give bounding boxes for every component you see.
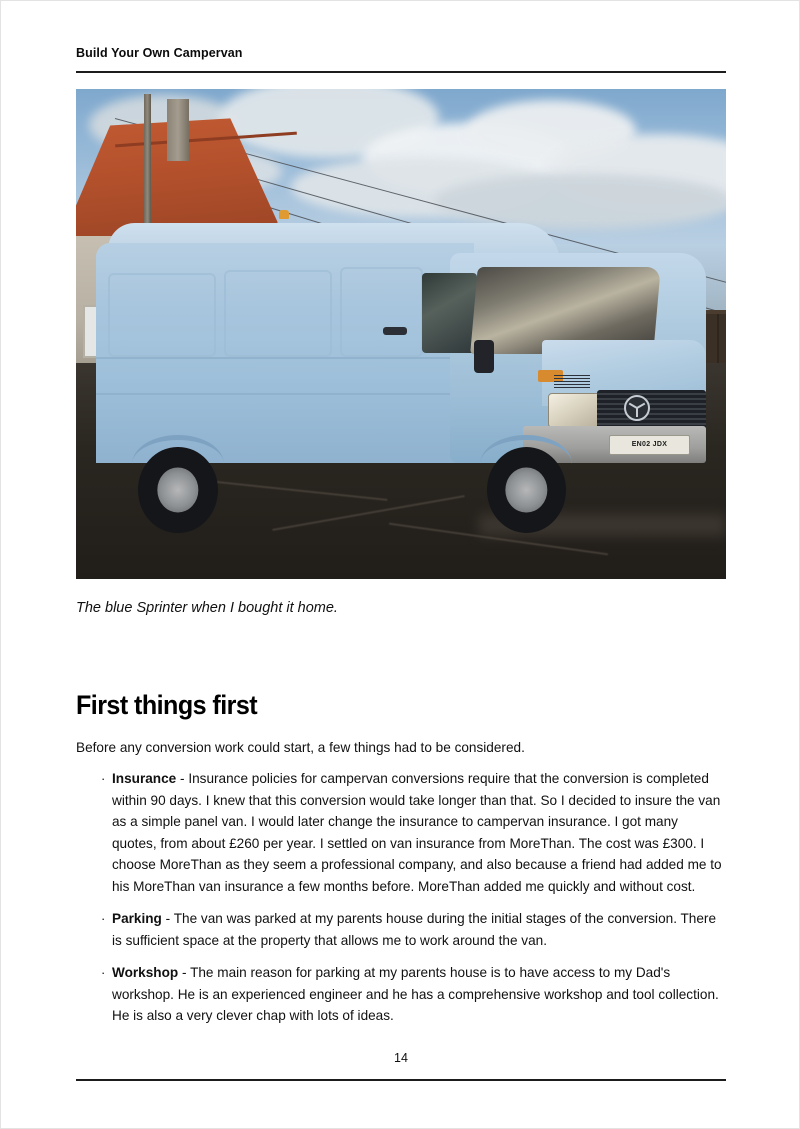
list-item bbox=[76, 962, 726, 1027]
list-item-text: The van was parked at my parents house during the initial stages of the conversion. There is sufficient space at the property that allows me to work around the van. bbox=[112, 911, 717, 948]
list-item bbox=[76, 768, 726, 897]
list-item bbox=[76, 908, 726, 951]
side-vent-louvres bbox=[554, 375, 591, 388]
list-item-text: The main reason for parking at my parents house is to have access to my Dad's workshop. He is an experienced engineer and he has a comprehensive workshop and tool collection. He is also a very clever chap with lots of ideas. bbox=[112, 965, 719, 1023]
list-item-term: Insurance bbox=[112, 771, 177, 786]
front-wheel bbox=[487, 447, 566, 534]
photo-canvas bbox=[76, 89, 726, 579]
page-content bbox=[76, 689, 726, 1038]
wing-mirror bbox=[474, 340, 494, 373]
list-item-text: Insurance policies for campervan conversions require that the conversion is completed within 90 days. I knew that this conversion would take longer than that. So I decided to insure the van as a simple panel van. I would later change the insurance to campervan insurance. I got many quotes, from about £260 per year. I settled on van insurance from MoreThan. The cost was £300. I choose MoreThan as they seem a professional company, and also because a friend had added me to his MoreThan van insurance a few months before. MoreThan added me quickly and without cost. bbox=[112, 771, 722, 894]
mercedes-sprinter-van bbox=[96, 207, 707, 540]
chimney bbox=[167, 99, 189, 161]
header-divider-rule bbox=[76, 71, 726, 73]
roof-beacon-light bbox=[279, 210, 289, 219]
van-side-panel bbox=[340, 267, 423, 358]
wheel-hub bbox=[506, 467, 547, 512]
license-plate: EN02 JDX bbox=[609, 435, 690, 455]
running-header bbox=[76, 45, 726, 61]
list-item-term: Workshop bbox=[112, 965, 179, 980]
van-side-panel bbox=[108, 273, 216, 357]
intro-paragraph: Before any conversion work could start, a few things had to be considered. bbox=[76, 740, 525, 755]
wheel-hub bbox=[157, 467, 198, 512]
page-number: 14 bbox=[394, 1051, 408, 1065]
footer-divider-rule bbox=[76, 1079, 726, 1081]
running-header-title: Build Your Own Campervan bbox=[76, 46, 243, 60]
bullet-marker: · bbox=[101, 911, 106, 926]
van-door-handle bbox=[383, 327, 407, 335]
van-side-panel bbox=[224, 270, 332, 357]
section-heading: First things first bbox=[76, 690, 258, 720]
figure-caption: The blue Sprinter when I bought it home. bbox=[76, 600, 338, 616]
rear-wheel bbox=[138, 447, 217, 534]
bullet-marker: · bbox=[101, 771, 106, 786]
van-body-crease bbox=[96, 393, 475, 395]
list-item-separator: - bbox=[178, 965, 191, 980]
list-item-separator: - bbox=[161, 911, 174, 926]
figure-van-photo bbox=[76, 89, 726, 579]
cab-side-window bbox=[422, 273, 477, 353]
mercedes-star-badge-icon bbox=[624, 395, 650, 421]
bullet-marker: · bbox=[101, 965, 106, 980]
list-item-separator: - bbox=[176, 771, 189, 786]
list-item-term: Parking bbox=[112, 911, 162, 926]
considerations-list bbox=[76, 768, 726, 1027]
